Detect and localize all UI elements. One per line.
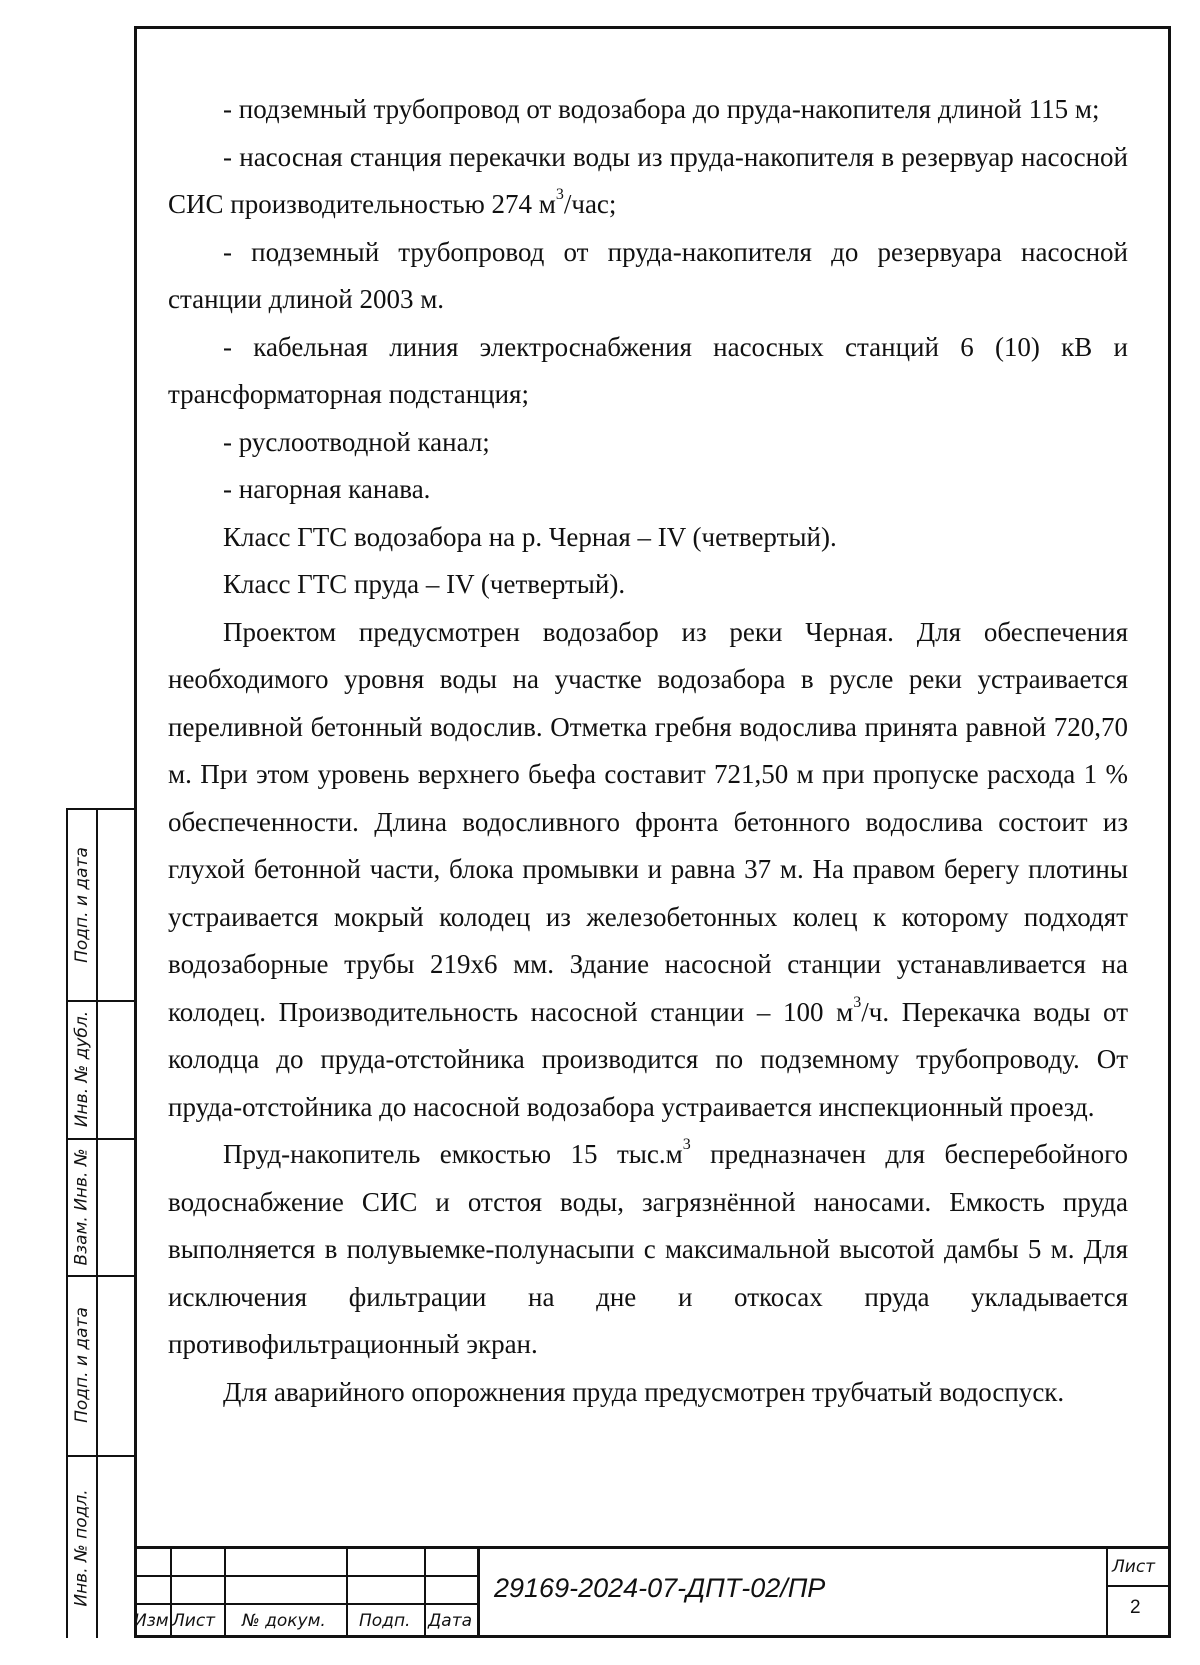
paragraph: - руслоотводной канал;	[223, 426, 490, 457]
side-stamp-cell	[68, 1275, 96, 1455]
side-stamp-label: Инв. № подл.	[72, 1488, 93, 1607]
document-code: 29169-2024-07-ДПТ-02/ПР	[494, 1573, 826, 1603]
paragraph-text: /ч. Перекачка воды от колодца до пруда-отстойника производится по подземному трубопроводу. От пруда-отстойника до насосной водозабора устраивается инспекционный проезд.	[168, 996, 1128, 1122]
paragraph	[168, 134, 1128, 229]
paragraph-text: предназначен для бесперебойного водоснабжение СИС и отстоя воды, загрязнённой наносами. Емкость пруда выполняется в полувыемке-полунасыпи с максимальной высотой дамбы 5 м. Для исключения фильтрации на дне и откосах пруда укладывается противофильтрационный экран.	[168, 1139, 1128, 1359]
list-label: Лист	[172, 1611, 216, 1631]
side-stamp-label: Подп. и дата	[72, 847, 92, 963]
paragraph-text: Пруд-накопитель емкостью 15 тыс.м	[223, 1139, 683, 1169]
paragraph: - кабельная линия электроснабжения насосных станций 6 (10) кВ и трансформаторная подстанция;	[168, 331, 1128, 409]
title-block-divider	[134, 1575, 477, 1577]
izm-label: Изм	[134, 1611, 169, 1631]
title-block-divider	[346, 1549, 348, 1638]
paragraph: - подземный трубопровод от пруда-накопителя до резервуара насосной станции длиной 2003 м.	[168, 236, 1128, 314]
doc-number-label: № докум.	[242, 1611, 326, 1631]
side-stamp-cell	[68, 1455, 96, 1640]
sheet-number: 2	[1130, 1597, 1141, 1618]
date-label: Дата	[428, 1611, 473, 1631]
signature-label: Подп.	[359, 1611, 411, 1631]
paragraph: Для аварийного опорожнения пруда предусмотрен трубчатый водоспуск.	[223, 1376, 1065, 1407]
title-block-divider	[477, 1549, 480, 1638]
title-block-divider	[1106, 1549, 1108, 1638]
side-stamp-label: Взам. Инв. №	[72, 1147, 92, 1266]
paragraph	[168, 1131, 1128, 1369]
paragraph: Класс ГТС водозабора на р. Черная – IV (четвертый).	[223, 521, 837, 552]
title-block-divider	[134, 1603, 477, 1605]
paragraph-text: Проектом предусмотрен водозабор из реки Черная. Для обеспечения необходимого уровня воды на участке водозабора в русле реки устраивается переливной бетонный водослив. Отметка гребня водослива принята равной 720,70 м. При этом уровень верхнего бьефа составит 721,50 м при пропуске расхода 1 % обеспеченности. Длина водосливного фронта бетонного водослива состоит из глухой бетонной части, блока промывки и равна 37 м. На правом берегу плотины устраивается мокрый колодец из железобетонных колец к которому подходят водозаборные трубы 219х6 мм. Здание насосной станции устанавливается на колодец. Производительность насосной станции – 100 м	[168, 616, 1128, 1027]
document-body	[168, 86, 1128, 1416]
paragraph: - подземный трубопровод от водозабора до пруда-накопителя длиной 115 м;	[223, 94, 1100, 124]
title-block-divider	[424, 1549, 426, 1638]
superscript: 3	[682, 1136, 691, 1153]
title-block-divider	[1106, 1585, 1171, 1587]
paragraph-text: /час;	[563, 189, 617, 219]
superscript: 3	[853, 993, 862, 1011]
paragraph-text: - насосная станция перекачки воды из пруда-накопителя в резервуар насосной СИС производительностью 274 м	[168, 141, 1128, 219]
title-block	[134, 1546, 1171, 1638]
side-stamp-cell	[68, 1000, 96, 1138]
side-stamp-cell	[68, 1138, 96, 1275]
side-stamp-cell	[68, 810, 96, 1000]
paragraph: Класс ГТС пруда – IV (четвертый).	[223, 569, 626, 599]
side-stamp	[66, 808, 136, 1638]
side-stamp-label: Подп. и дата	[72, 1307, 92, 1423]
side-stamp-label: Инв. № дубл.	[72, 1010, 92, 1128]
superscript: 3	[555, 186, 564, 203]
sheet-label: Лист	[1112, 1557, 1156, 1577]
side-stamp-divider	[96, 810, 98, 1638]
paragraph: - нагорная канава.	[223, 474, 431, 504]
title-block-divider	[224, 1549, 226, 1638]
paragraph	[168, 609, 1128, 1132]
